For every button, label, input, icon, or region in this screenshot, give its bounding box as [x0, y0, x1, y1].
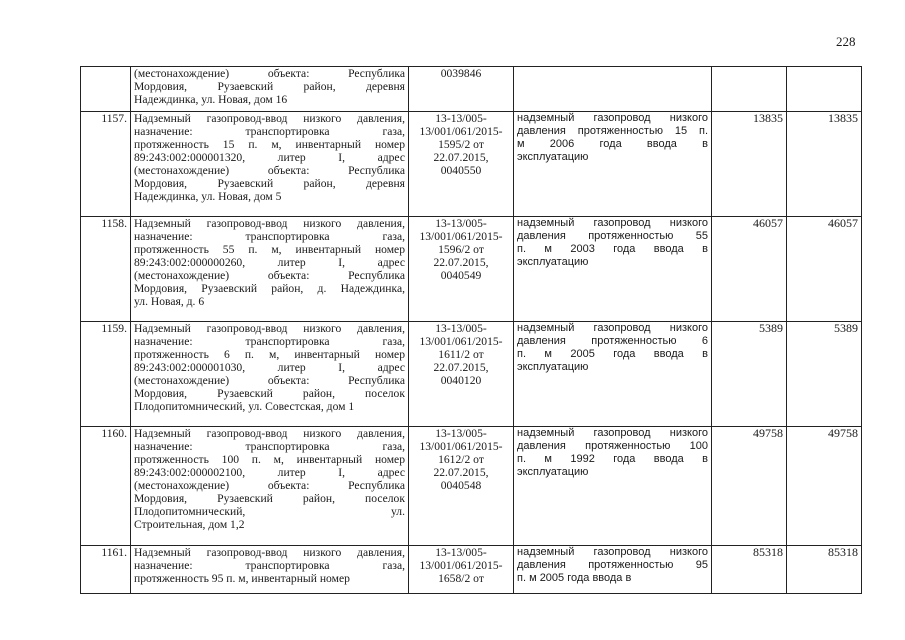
registration-cell-line: 13-13/005- — [435, 217, 487, 230]
characteristics-cell — [514, 67, 712, 112]
registration-cell-line: 0040548 — [440, 479, 482, 492]
registration-cell-line: 13/001/061/2015- — [419, 335, 503, 348]
object-description-cell-line: (местонахождение) объекта: Республика — [134, 164, 405, 177]
registration-cell-line: 0040549 — [440, 269, 482, 282]
row-number-cell: 1158. — [81, 217, 131, 322]
registration-cell-line: 22.07.2015, — [433, 361, 489, 374]
object-description-cell — [131, 217, 409, 322]
registration-cell — [409, 112, 514, 217]
property-registry-table — [80, 66, 862, 594]
value-cell-1: 13835 — [712, 112, 787, 217]
object-description-cell-line: протяженность 15 п. м, инвентарный номер — [134, 138, 405, 151]
table-row — [81, 67, 862, 112]
value-cell-1: 46057 — [712, 217, 787, 322]
object-description-cell-line: Надземный газопровод-ввод низкого давления, — [134, 427, 405, 440]
table-row — [81, 427, 862, 546]
object-description-cell-line: Надеждинка, ул. Новая, дом 16 — [134, 93, 288, 106]
object-description-cell-line: (местонахождение) объекта: Республика — [134, 67, 405, 80]
registration-cell-line: 13/001/061/2015- — [419, 125, 503, 138]
registration-cell-line: 1595/2 от — [438, 138, 484, 151]
characteristics-cell-line: эксплуатацию — [517, 361, 589, 373]
object-description-cell-line: Мордовия, Рузаевский район, поселок — [134, 387, 405, 400]
characteristics-cell-line: надземный газопровод низкого — [517, 546, 708, 558]
registration-cell-line: 1611/2 от — [438, 348, 484, 361]
object-description-cell-line: (местонахождение) объекта: Республика — [134, 269, 405, 282]
object-description-cell-line: назначение: транспортировка газа, — [134, 559, 405, 572]
characteristics-cell-line: эксплуатацию — [517, 256, 589, 268]
registration-cell-line: 0040120 — [440, 374, 482, 387]
registration-cell — [409, 217, 514, 322]
object-description-cell-line: Плодопитомнический, ул. — [134, 505, 405, 518]
value-cell-1 — [712, 67, 787, 112]
object-description-cell-line: Мордовия, Рузаевский район, д. Надеждинка, — [134, 282, 405, 295]
registry-body — [81, 67, 862, 594]
object-description-cell-line: Плодопитомнический, ул. Совестская, дом 1 — [134, 400, 355, 413]
object-description-cell-line: Надеждинка, ул. Новая, дом 5 — [134, 190, 282, 203]
characteristics-cell-line: п. м 2003 года ввода в — [517, 243, 708, 255]
object-description-cell-line: Надземный газопровод-ввод низкого давления, — [134, 217, 405, 230]
row-number-cell — [81, 67, 131, 112]
object-description-cell-line: назначение: транспортировка газа, — [134, 440, 405, 453]
object-description-cell-line: Надземный газопровод-ввод низкого давления, — [134, 112, 405, 125]
characteristics-cell-line: давления протяженностью 100 — [517, 440, 708, 452]
characteristics-cell — [514, 427, 712, 546]
object-description-cell-line: протяженность 6 п. м, инвентарный номер — [134, 348, 405, 361]
object-description-cell-line: Мордовия, Рузаевский район, деревня — [134, 80, 405, 93]
object-description-cell-line: Надземный газопровод-ввод низкого давления, — [134, 322, 405, 335]
object-description-cell-line: 89:243:002:000002100, литер I, адрес — [134, 466, 405, 479]
object-description-cell-line: (местонахождение) объекта: Республика — [134, 374, 405, 387]
registration-cell-line: 13/001/061/2015- — [419, 440, 503, 453]
object-description-cell-line: Строительная, дом 1,2 — [134, 518, 245, 531]
registration-cell-line: 13-13/005- — [435, 112, 487, 125]
object-description-cell-line: 89:243:002:000001320, литер I, адрес — [134, 151, 405, 164]
object-description-cell — [131, 322, 409, 427]
characteristics-cell — [514, 546, 712, 594]
registration-cell-line: 13-13/005- — [435, 322, 487, 335]
object-description-cell-line: назначение: транспортировка газа, — [134, 335, 405, 348]
object-description-cell — [131, 427, 409, 546]
object-description-cell-line: ул. Новая, д. 6 — [134, 295, 205, 308]
object-description-cell — [131, 546, 409, 594]
row-number-cell: 1161. — [81, 546, 131, 594]
characteristics-cell — [514, 322, 712, 427]
registration-cell-line: 13/001/061/2015- — [419, 230, 503, 243]
object-description-cell — [131, 67, 409, 112]
characteristics-cell-line: надземный газопровод низкого — [517, 322, 708, 334]
object-description-cell-line: протяженность 55 п. м, инвентарный номер — [134, 243, 405, 256]
value-cell-1: 5389 — [712, 322, 787, 427]
characteristics-cell-line: давления протяженностью 55 — [517, 230, 708, 242]
value-cell-1: 85318 — [712, 546, 787, 594]
characteristics-cell-line: м 2006 года ввода в — [517, 138, 708, 150]
row-number-cell: 1157. — [81, 112, 131, 217]
characteristics-cell-line: давления протяженностью 15 п. — [517, 125, 708, 137]
table-row — [81, 217, 862, 322]
value-cell-2: 85318 — [787, 546, 862, 594]
characteristics-cell — [514, 217, 712, 322]
object-description-cell-line: протяженность 100 п. м, инвентарный номер — [134, 453, 405, 466]
registration-cell — [409, 67, 514, 112]
object-description-cell-line: Мордовия, Рузаевский район, поселок — [134, 492, 405, 505]
object-description-cell-line: назначение: транспортировка газа, — [134, 230, 405, 243]
page-number: 228 — [836, 34, 856, 49]
characteristics-cell-line: надземный газопровод низкого — [517, 217, 708, 229]
registration-cell-line: 22.07.2015, — [433, 151, 489, 164]
registration-cell-line: 1658/2 от — [438, 572, 484, 585]
registration-cell-line: 22.07.2015, — [433, 256, 489, 269]
registration-cell-line: 0040550 — [440, 164, 482, 177]
characteristics-cell-line: п. м 1992 года ввода в — [517, 453, 708, 465]
registration-cell — [409, 322, 514, 427]
object-description-cell-line: протяженность 95 п. м, инвентарный номер — [134, 572, 350, 585]
registration-cell-line: 1612/2 от — [438, 453, 484, 466]
registration-cell-line: 22.07.2015, — [433, 466, 489, 479]
row-number-cell: 1160. — [81, 427, 131, 546]
value-cell-2 — [787, 67, 862, 112]
registration-cell-line: 1596/2 от — [438, 243, 484, 256]
registration-cell — [409, 546, 514, 594]
characteristics-cell-line: эксплуатацию — [517, 151, 589, 163]
table-row — [81, 322, 862, 427]
registration-cell-line: 0039846 — [440, 67, 482, 80]
table-row — [81, 546, 862, 594]
characteristics-cell-line: п. м 2005 года ввода в — [517, 572, 632, 584]
characteristics-cell — [514, 112, 712, 217]
table-row — [81, 112, 862, 217]
object-description-cell-line: назначение: транспортировка газа, — [134, 125, 405, 138]
value-cell-1: 49758 — [712, 427, 787, 546]
object-description-cell-line: 89:243:002:000000260, литер I, адрес — [134, 256, 405, 269]
value-cell-2: 46057 — [787, 217, 862, 322]
characteristics-cell-line: надземный газопровод низкого — [517, 427, 708, 439]
characteristics-cell-line: давления протяженностью 6 — [517, 335, 708, 347]
object-description-cell-line: (местонахождение) объекта: Республика — [134, 479, 405, 492]
characteristics-cell-line: давления протяженностью 95 — [517, 559, 708, 571]
registration-cell — [409, 427, 514, 546]
characteristics-cell-line: надземный газопровод низкого — [517, 112, 708, 124]
registration-cell-line: 13/001/061/2015- — [419, 559, 503, 572]
value-cell-2: 5389 — [787, 322, 862, 427]
object-description-cell-line: Мордовия, Рузаевский район, деревня — [134, 177, 405, 190]
row-number-cell: 1159. — [81, 322, 131, 427]
object-description-cell — [131, 112, 409, 217]
characteristics-cell-line: эксплуатацию — [517, 466, 589, 478]
registration-cell-line: 13-13/005- — [435, 427, 487, 440]
registration-cell-line: 13-13/005- — [435, 546, 487, 559]
value-cell-2: 49758 — [787, 427, 862, 546]
value-cell-2: 13835 — [787, 112, 862, 217]
characteristics-cell-line: п. м 2005 года ввода в — [517, 348, 708, 360]
object-description-cell-line: Надземный газопровод-ввод низкого давления, — [134, 546, 405, 559]
object-description-cell-line: 89:243:002:000001030, литер I, адрес — [134, 361, 405, 374]
